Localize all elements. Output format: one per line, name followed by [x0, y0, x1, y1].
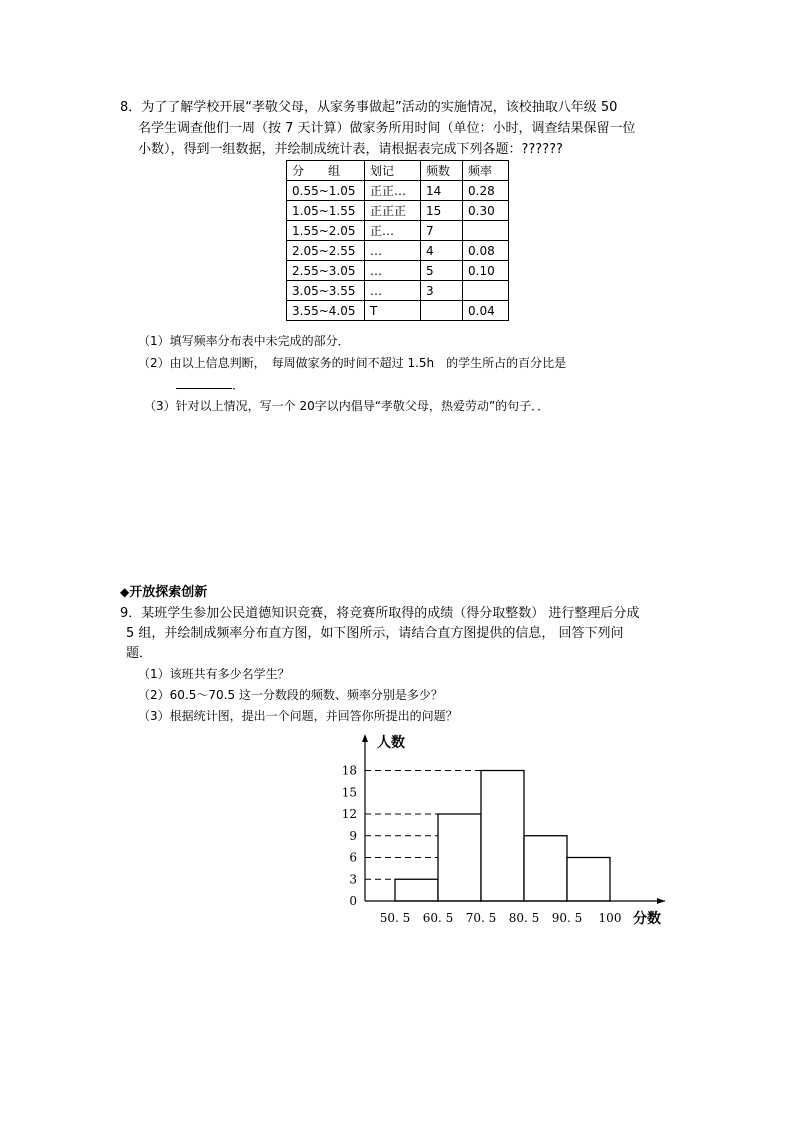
y-tick-label: 12: [341, 807, 357, 821]
cell-tally: …: [365, 241, 421, 261]
q8-sub3: （3）针对以上情况，写一个 20字以内倡导“孝敬父母，热爱劳动”的句子．．: [144, 399, 550, 413]
cell-rate: [463, 221, 509, 241]
table-row: [287, 181, 509, 201]
x-tick-label: 70. 5: [465, 911, 497, 925]
answer-blank: [176, 374, 232, 389]
cell-group: 3.55~4.05: [287, 301, 365, 321]
q9-line1: 9．某班学生参加公民道德知识竞赛，将竞赛所取得的成绩（得分取整数） 进行整理后分成: [120, 606, 640, 621]
cell-frequency: 3: [421, 281, 463, 301]
q8-line1: 8．为了了解学校开展“孝敬父母，从家务事做起”活动的实施情况，该校抽取八年级 50: [120, 100, 618, 115]
histogram-bar: [395, 879, 438, 901]
table-row: [287, 301, 509, 321]
table-row: [287, 261, 509, 281]
table-row: [287, 241, 509, 261]
cell-group: 0.55~1.05: [287, 181, 365, 201]
q8-sub1: （1）填写频率分布表中未完成的部分．: [138, 334, 350, 348]
cell-group: 1.05~1.55: [287, 201, 365, 221]
q9-sub1: （1）该班共有多少名学生？: [138, 667, 290, 681]
cell-group: 2.05~2.55: [287, 241, 365, 261]
x-tick-label: 100: [598, 911, 622, 925]
q8-line2: 名学生调查他们一周（按 7 天计算）做家务所用时间（单位：小时，调查结果保留一位: [138, 121, 636, 136]
histogram-bar: [481, 771, 524, 902]
y-tick-label: 18: [341, 763, 357, 778]
y-tick-label: 0: [349, 894, 357, 908]
cell-rate: [463, 281, 509, 301]
histogram-bar: [567, 858, 610, 902]
col-header-frequency: 频数: [421, 161, 463, 181]
col-header-group: 分 组: [287, 161, 365, 181]
histogram-bar: [438, 814, 481, 901]
x-tick-label: 50. 5: [379, 911, 411, 925]
cell-group: 2.55~3.05: [287, 261, 365, 281]
x-axis-title: 分数: [633, 911, 661, 927]
histogram-bar: [524, 836, 567, 901]
cell-group: 1.55~2.05: [287, 221, 365, 241]
table-row: [287, 201, 509, 221]
q8-sub2-end: ．: [232, 378, 245, 392]
y-tick-label: 6: [349, 850, 357, 865]
q8-sub2-answer-line: [176, 374, 244, 395]
x-tick-label: 60. 5: [422, 911, 454, 925]
q9-sub2: （2）60.5～70.5 这一分数段的频数、频率分别是多少？: [138, 688, 443, 702]
cell-rate: 0.04: [463, 301, 509, 321]
cell-tally: 正正正: [365, 201, 421, 221]
cell-frequency: 7: [421, 221, 463, 241]
cell-tally: 正正…: [365, 181, 421, 201]
cell-frequency: 4: [421, 241, 463, 261]
diamond-icon: ◆: [120, 585, 130, 599]
cell-rate: 0.10: [463, 261, 509, 281]
cell-tally: …: [365, 281, 421, 301]
cell-tally: 正…: [365, 221, 421, 241]
histogram-chart: [330, 728, 680, 933]
table-row: [287, 281, 509, 301]
section-heading: [120, 582, 207, 603]
section-title: 开放探索创新: [129, 585, 208, 600]
frequency-table: [286, 160, 509, 321]
x-tick-label: 80. 5: [508, 911, 540, 925]
cell-rate: 0.28: [463, 181, 509, 201]
table-row: [287, 221, 509, 241]
cell-tally: T: [365, 301, 421, 321]
cell-tally: …: [365, 261, 421, 281]
col-header-rate: 频率: [463, 161, 509, 181]
y-axis-arrow-icon: [362, 734, 368, 742]
x-tick-label: 90. 5: [551, 911, 583, 925]
cell-group: 3.05~3.55: [287, 281, 365, 301]
cell-frequency: 14: [421, 181, 463, 201]
cell-frequency: [421, 301, 463, 321]
y-axis-title: 人数: [377, 735, 405, 751]
cell-frequency: 15: [421, 201, 463, 221]
q8-line3: 小数），得到一组数据，并绘制成统计表，请根据表完成下列各题：??????: [138, 142, 563, 157]
cell-rate: 0.08: [463, 241, 509, 261]
y-tick-label: 15: [341, 785, 357, 800]
q9-line2: 5 组，并绘制成频率分布直方图，如下图所示，请结合直方图提供的信息， 回答下列问: [126, 626, 624, 641]
q9-sub3: （3）根据统计图，提出一个问题，并回答你所提出的问题？: [138, 709, 458, 723]
table-header-row: [287, 161, 509, 181]
q9-line3: 题．: [126, 646, 153, 661]
cell-frequency: 5: [421, 261, 463, 281]
q8-sub2: （2）由以上信息判断， 每周做家务的时间不超过 1.5h 的学生所占的百分比是: [138, 356, 567, 370]
y-tick-label: 9: [349, 828, 357, 843]
col-header-tally: 划记: [365, 161, 421, 181]
y-tick-label: 3: [349, 872, 357, 887]
cell-rate: 0.30: [463, 201, 509, 221]
x-axis-arrow-icon: [657, 898, 665, 904]
